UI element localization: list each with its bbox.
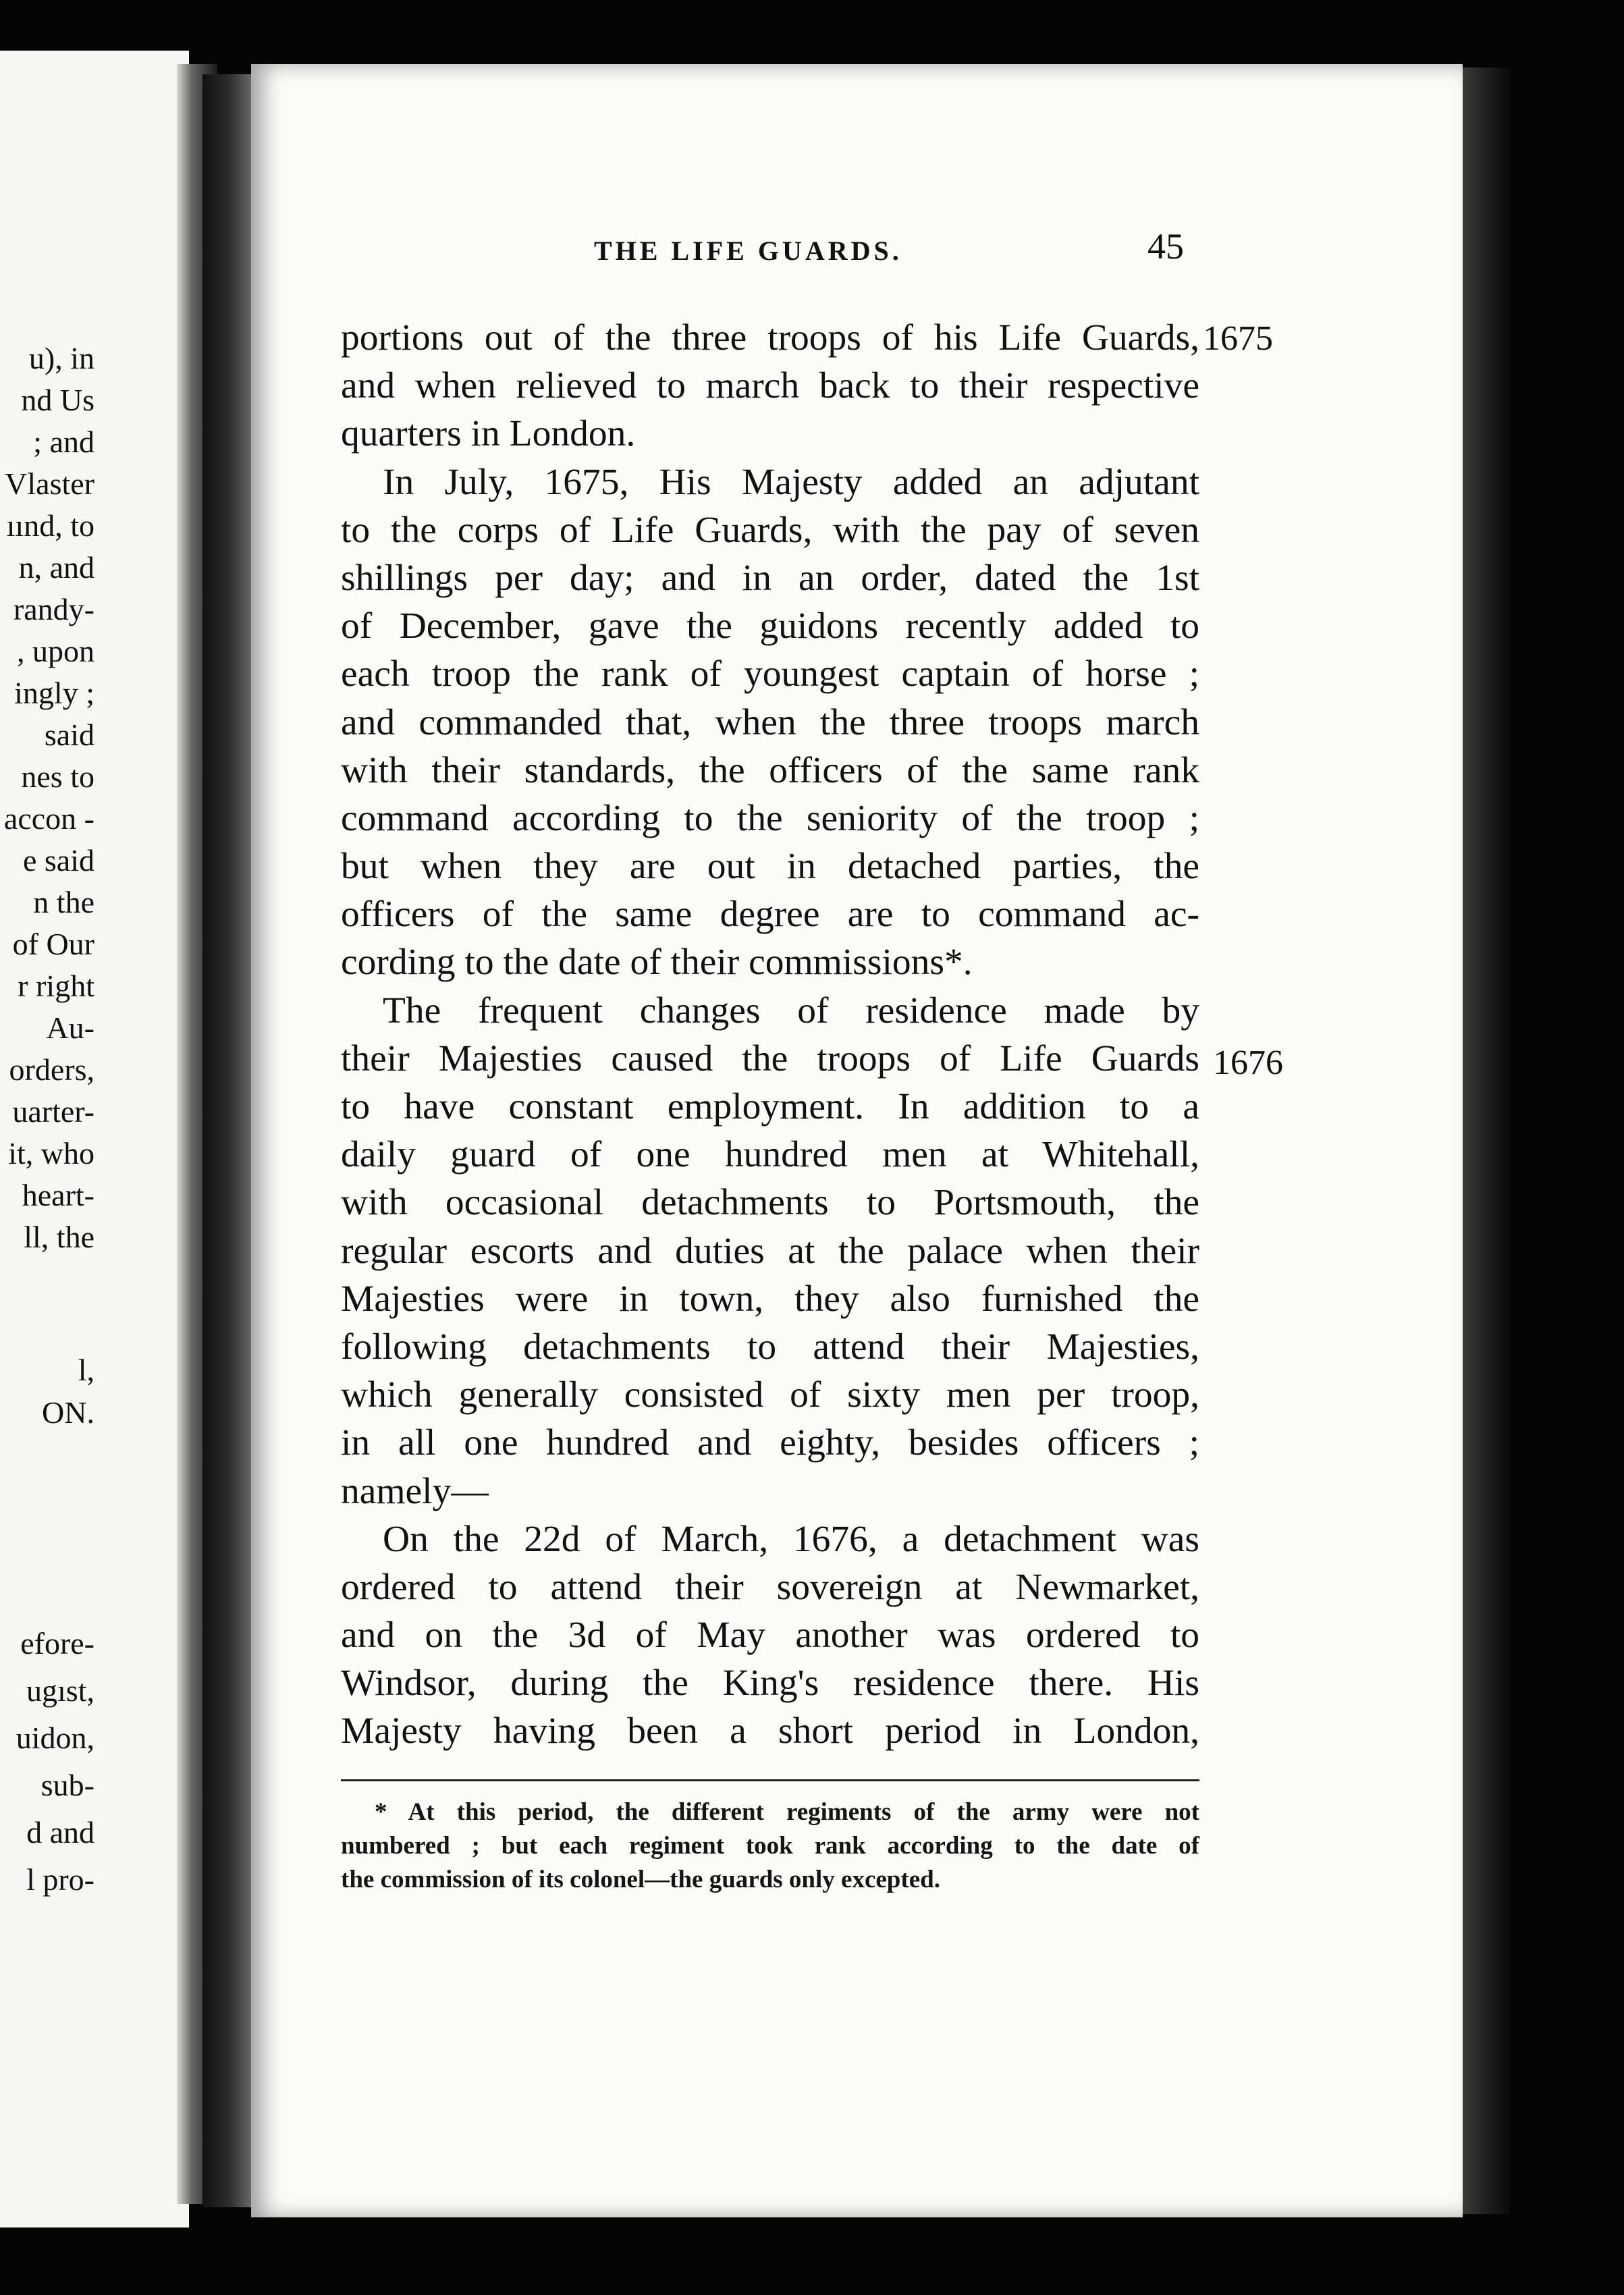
left-page-fragment: r right xyxy=(18,969,94,1003)
left-page-fragment: said xyxy=(44,718,94,752)
running-head: THE LIFE GUARDS. xyxy=(594,236,902,266)
text-line: of December, gave the guidons recently added to xyxy=(341,605,1199,647)
left-page-fragment: n, and xyxy=(18,550,94,585)
left-page-fragment: uarter- xyxy=(12,1094,94,1129)
footnote-line: * At this period, the different regiments of the army were not xyxy=(375,1798,1199,1826)
paragraph-first-line: On the 22d of March, 1676, a detachment was xyxy=(383,1518,1199,1560)
left-page-fragment: ll, the xyxy=(24,1220,94,1254)
right-page-edge xyxy=(1463,68,1510,2214)
book-spine-shadow xyxy=(202,74,256,2207)
text-line: shillings per day; and in an order, dated the 1st xyxy=(341,557,1199,599)
left-page-fragment: Au- xyxy=(46,1010,94,1045)
footnote-line: the commission of its colonel—the guards only excepted. xyxy=(341,1866,940,1893)
text-line: to the corps of Life Guards, with the pay of seven xyxy=(341,509,1199,551)
left-page-fragment: sub- xyxy=(40,1768,94,1802)
left-page-fragment: nes to xyxy=(21,759,94,794)
left-page-fragment: ingly ; xyxy=(14,676,94,710)
left-page-fragment: heart- xyxy=(22,1178,94,1212)
margin-year-note: 1675 xyxy=(1203,319,1273,358)
left-page-fragment: l pro- xyxy=(26,1862,94,1897)
paragraph-first-line: The frequent changes of residence made by xyxy=(383,990,1199,1031)
left-page-fragment: nd Us xyxy=(21,383,94,417)
text-line: which generally consisted of sixty men per troop, xyxy=(341,1374,1199,1416)
left-page-fragment: u), in xyxy=(28,341,94,375)
left-page-fragment: it, who xyxy=(8,1136,94,1170)
text-line: with their standards, the officers of the same rank xyxy=(341,749,1199,791)
left-page-fragment: l, xyxy=(78,1353,94,1387)
text-line: and when relieved to march back to their respective xyxy=(341,365,1199,407)
text-line: portions out of the three troops of his Life Guards, xyxy=(341,317,1199,358)
text-line: and on the 3d of May another was ordered to xyxy=(341,1615,1199,1656)
footnote-line: numbered ; but each regiment took rank according to the date of xyxy=(341,1832,1199,1860)
text-line: Windsor, during the King's residence there. His xyxy=(341,1663,1199,1704)
left-page-fragment: e said xyxy=(22,843,94,878)
text-line: each troop the rank of youngest captain of horse ; xyxy=(341,653,1199,695)
margin-year-note: 1676 xyxy=(1213,1044,1283,1082)
text-line: in all one hundred and eighty, besides officers ; xyxy=(341,1422,1199,1464)
text-line: following detachments to attend their Majesties, xyxy=(341,1326,1199,1368)
left-page-fragment: , upon xyxy=(17,634,94,668)
footnote xyxy=(341,1796,1199,1897)
left-page xyxy=(0,51,189,2228)
body-text xyxy=(341,314,1199,1756)
left-page-fragment: ıınd, to xyxy=(6,508,94,543)
text-line: Majesties were in town, they also furnished the xyxy=(341,1278,1199,1320)
left-page-fragment: n the xyxy=(33,885,94,919)
left-page-fragment: of Our xyxy=(12,927,94,961)
text-line: with occasional detachments to Portsmouth, the xyxy=(341,1182,1199,1224)
left-page-fragment: orders, xyxy=(9,1052,94,1087)
text-line: cording to the date of their commissions*. xyxy=(341,942,973,983)
left-page-fragment: Vlaster xyxy=(5,466,94,501)
text-line: regular escorts and duties at the palace when their xyxy=(341,1230,1199,1272)
left-page-fragment: randy- xyxy=(13,592,94,626)
text-line: their Majesties caused the troops of Life Guards xyxy=(341,1037,1199,1079)
text-line: Majesty having been a short period in London, xyxy=(341,1710,1199,1752)
text-line: daily guard of one hundred men at Whitehall, xyxy=(341,1134,1199,1176)
text-line: namely— xyxy=(341,1470,489,1512)
text-line: but when they are out in detached parties, the xyxy=(341,846,1199,888)
text-line: ordered to attend their sovereign at Newmarket, xyxy=(341,1566,1199,1608)
text-line: and commanded that, when the three troops march xyxy=(341,701,1199,743)
text-line: to have constant employment. In addition to a xyxy=(341,1086,1199,1127)
left-page-fragment: ; and xyxy=(33,425,94,459)
text-line: officers of the same degree are to command ac- xyxy=(341,894,1199,936)
left-page-fragment: ON. xyxy=(42,1395,94,1430)
left-page-fragment: ugıst, xyxy=(26,1673,94,1708)
page-number: 45 xyxy=(1147,226,1184,267)
left-page-fragment: efore- xyxy=(20,1626,94,1660)
left-page-fragment: accon - xyxy=(3,801,94,836)
paragraph-first-line: In July, 1675, His Majesty added an adjutant xyxy=(383,461,1199,503)
left-page-fragment: d and xyxy=(26,1815,94,1850)
text-line: quarters in London. xyxy=(341,413,636,455)
text-line: command according to the seniority of the troop ; xyxy=(341,797,1199,839)
left-page-fragment: uidon, xyxy=(16,1721,94,1755)
footnote-rule xyxy=(341,1779,1199,1781)
